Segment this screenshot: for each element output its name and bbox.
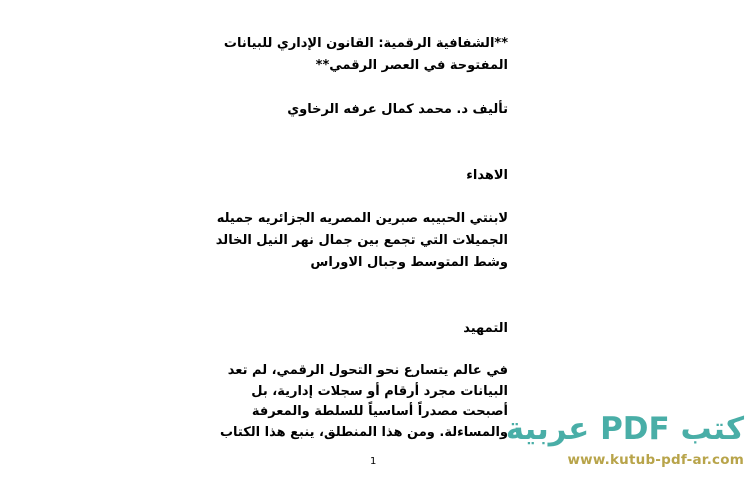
intro-paragraph: [220, 361, 508, 443]
dedication-paragraph: [216, 208, 508, 274]
intro-heading: [463, 318, 508, 340]
author-line: [287, 99, 508, 121]
dedication-heading: [466, 165, 508, 187]
page-number: 1: [370, 456, 377, 467]
book-title: [224, 33, 508, 77]
title-line-1: **الشفافية الرقمية: القانون الإداري للبيانات: [223, 36, 508, 51]
dedication-line-2: الجميلات التي تجمع بين جمال نهر النيل الخالد: [215, 233, 508, 248]
intro-line-3: أصبحت مصدراً أساسياً للسلطة والمعرفة: [251, 404, 508, 419]
dedication-line-1: لابنتي الحبيبه صبرين المصريه الجزائريه جميله: [216, 211, 508, 226]
author-text: تأليف د. محمد كمال عرفه الرخاوي: [287, 102, 508, 117]
watermark-title: كتب PDF عربية: [505, 411, 744, 447]
intro-heading-text: التمهيد: [463, 321, 508, 336]
title-line-2: المفتوحة في العصر الرقمي**: [315, 58, 508, 73]
intro-line-4: والمساءلة. ومن هذا المنطلق، ينبع هذا الكتاب: [219, 424, 508, 440]
intro-line-1: في عالم يتسارع نحو التحول الرقمي، لم تعد: [227, 363, 508, 378]
watermark-url: www.kutub-pdf-ar.com: [567, 452, 744, 468]
dedication-heading-text: الاهداء: [466, 168, 508, 183]
dedication-line-3: وشط المتوسط وجبال الاوراس: [310, 255, 508, 270]
watermark-logo: [505, 408, 748, 478]
intro-line-2: البيانات مجرد أرقام أو سجلات إدارية، بل: [251, 383, 508, 399]
